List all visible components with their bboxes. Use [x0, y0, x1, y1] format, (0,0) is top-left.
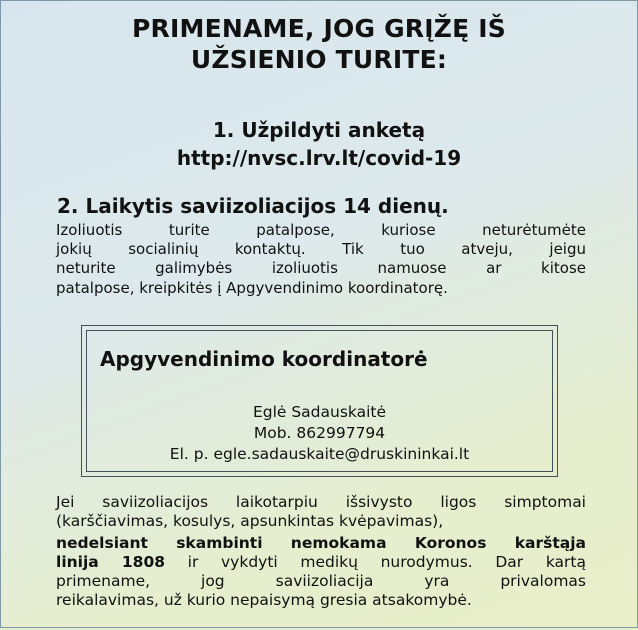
step-1-label: 1. Užpildyti anketą — [212, 118, 426, 142]
footer-text-line: reikalavimas, už kurio nepaisymą gresia atsakomybė. — [56, 591, 472, 609]
coordinator-email[interactable]: El. p. egle.sadauskaite@druskininkai.lt — [169, 445, 470, 463]
footer-text-line: Jei saviizoliacijos laikotarpiu išsivysto ligos simptomai — [56, 493, 586, 511]
step-2-label: 2. Laikytis saviizoliacijos 14 dienų. — [57, 194, 449, 218]
step-2-text-line: Izoliuotis turite patalpose, kuriose neturėtumėte — [56, 221, 586, 239]
footer-text-line: (karščiavimas, kosulys, apsunkintas kvėpavimas), — [56, 512, 444, 530]
coordinator-title: Apgyvendinimo koordinatorė — [100, 347, 428, 371]
coordinator-phone[interactable]: Mob. 862997794 — [253, 424, 386, 442]
heading-line-2: UŽSIENIO TURITE: — [190, 45, 448, 74]
step-2-text-line: neturite galimybės izoliuotis namuose ar kitose — [56, 259, 586, 277]
footer-text-line: primename, jog saviizoliacija yra privalomas — [56, 572, 586, 590]
footer-text-line — [56, 553, 586, 572]
footer-text-rest: ir vykdyti medikų nurodymus. Dar kartą — [165, 553, 586, 571]
coordinator-name: Eglė Sadauskaitė — [252, 403, 387, 421]
step-1-link[interactable]: http://nvsc.lrv.lt/covid-19 — [176, 146, 462, 170]
hotline-number[interactable]: linija 1808 — [56, 553, 166, 571]
step-2-text-line: jokių socialinių kontaktų. Tik tuo atveju, jeigu — [56, 240, 586, 258]
heading-line-1: PRIMENAME, JOG GRĮŽĘ IŠ — [132, 14, 506, 43]
footer-hotline-text: nedelsiant skambinti nemokama Koronos karštąja — [56, 534, 586, 552]
step-2-text-line: patalpose, kreipkitės į Apgyvendinimo koordinatorę. — [56, 279, 448, 297]
